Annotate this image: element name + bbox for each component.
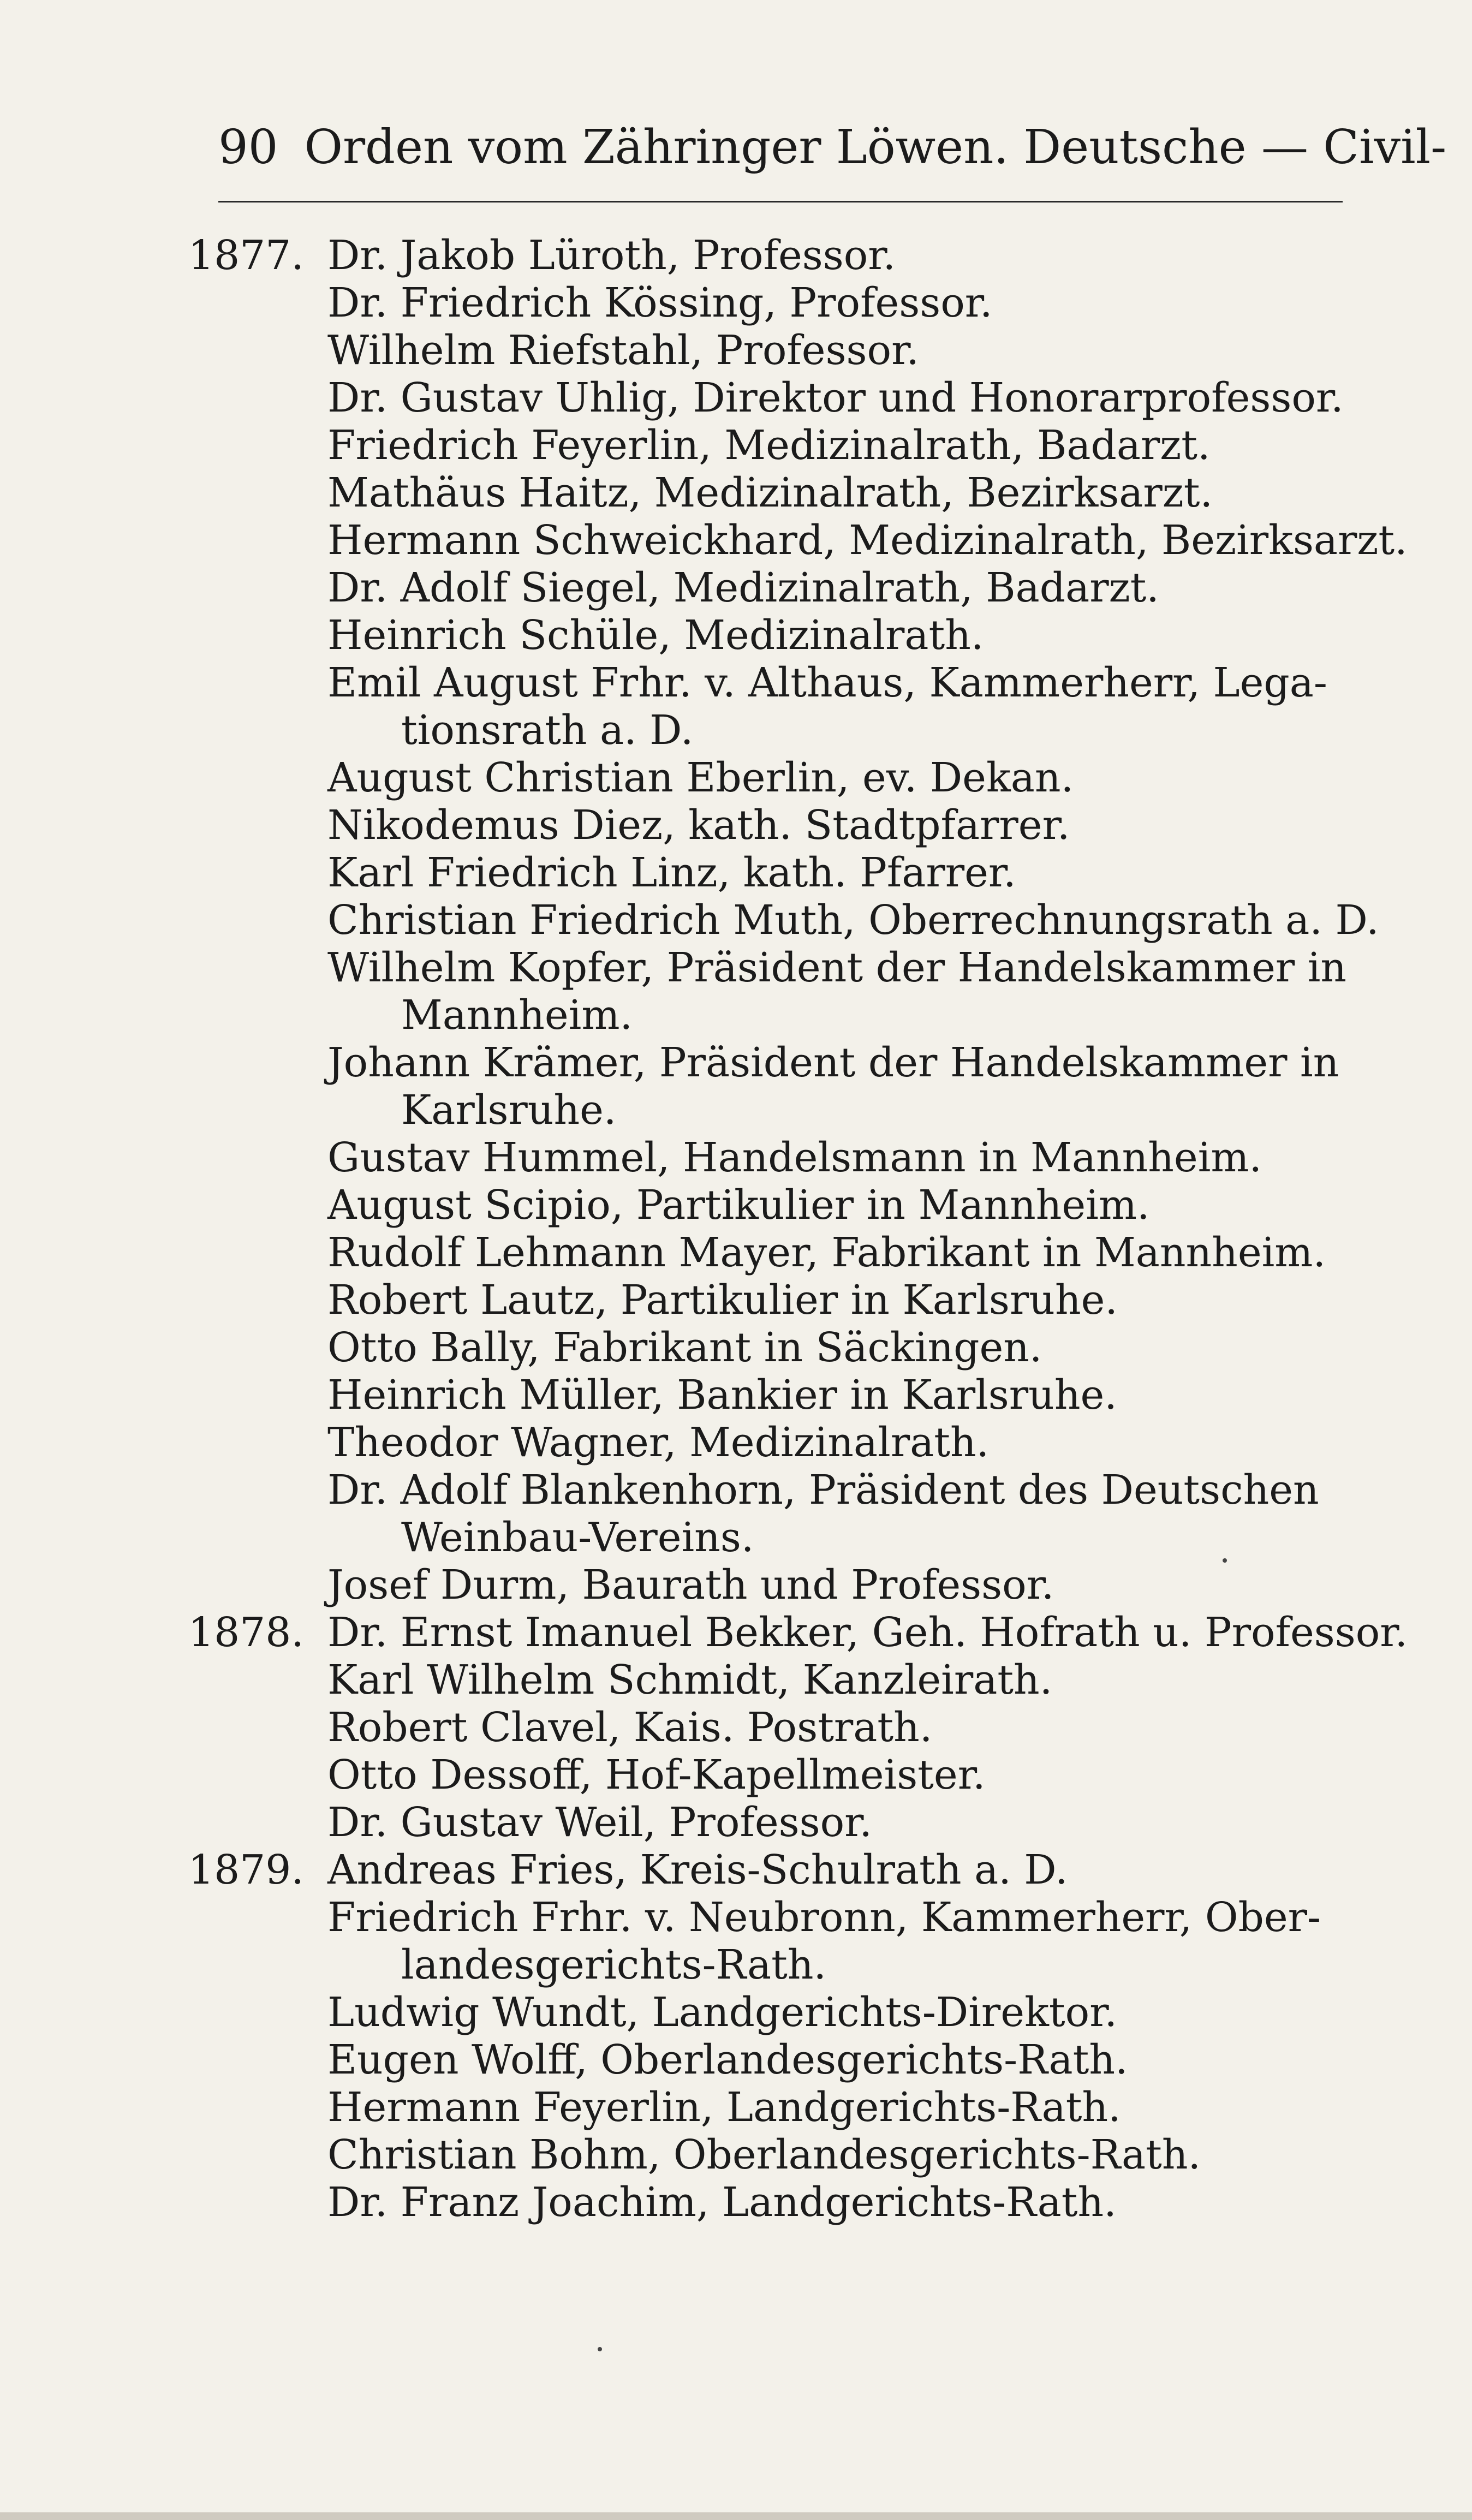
entry-text: Karl Wilhelm Schmidt, Kanzleirath. [327, 1657, 1053, 1703]
entry-text: Josef Durm, Baurath und Professor. [327, 1562, 1054, 1608]
entry-year: 1879. [188, 1846, 304, 1893]
list-entry [0, 2131, 1472, 2179]
list-entry [0, 1277, 1472, 1324]
running-title: Orden vom Zähringer Löwen. Deutsche — Civil- [304, 120, 1447, 175]
entry-text: Gustav Hummel, Handelsmann in Mannheim. [327, 1134, 1262, 1181]
entry-text: Dr. Adolf Blankenhorn, Präsident des Deutschen [327, 1467, 1319, 1514]
entry-text: Dr. Gustav Weil, Professor. [327, 1799, 872, 1846]
honours-list [0, 232, 1472, 2226]
page-number: 90 [218, 120, 278, 175]
entry-continuation: Karlsruhe. [401, 1087, 617, 1134]
entry-continuation: tionsrath a. D. [401, 707, 694, 754]
entry-text: Otto Dessoff, Hof-Kapellmeister. [327, 1752, 986, 1798]
list-entry [0, 517, 1472, 564]
header-rule [218, 201, 1343, 202]
list-entry [0, 469, 1472, 517]
list-entry [0, 1182, 1472, 1229]
list-entry [0, 2036, 1472, 2084]
list-entry [0, 1657, 1472, 1704]
entry-text: Ludwig Wundt, Landgerichts-Direktor. [327, 1989, 1117, 2036]
list-entry [0, 1372, 1472, 1419]
entry-continuation: landesgerichts-Rath. [401, 1941, 827, 1988]
list-entry [0, 1562, 1472, 1609]
list-entry [0, 1799, 1472, 1846]
list-entry [0, 1324, 1472, 1372]
entry-text: Dr. Jakob Lüroth, Professor. [327, 232, 896, 279]
entry-year: 1877. [188, 232, 304, 279]
list-entry [0, 802, 1472, 849]
entry-text: Christian Friedrich Muth, Oberrechnungsrath a. D. [327, 897, 1379, 944]
entry-text: Wilhelm Riefstahl, Professor. [327, 327, 919, 374]
entry-text: Dr. Friedrich Kössing, Professor. [327, 279, 993, 326]
entry-text: Emil August Frhr. v. Althaus, Kammerherr, Lega- [327, 659, 1327, 706]
print-speck [1223, 1558, 1227, 1563]
list-entry [0, 1229, 1472, 1277]
entry-text: Andreas Fries, Kreis-Schulrath a. D. [327, 1846, 1068, 1893]
list-entry [0, 944, 1472, 1039]
entry-text: Heinrich Müller, Bankier in Karlsruhe. [327, 1372, 1117, 1419]
list-entry [0, 849, 1472, 897]
list-entry [0, 422, 1472, 469]
entry-year: 1878. [188, 1609, 304, 1656]
entry-text: Karl Friedrich Linz, kath. Pfarrer. [327, 849, 1016, 896]
entry-text: August Christian Eberlin, ev. Dekan. [327, 754, 1074, 801]
list-entry [0, 659, 1472, 754]
list-entry [0, 1752, 1472, 1799]
entry-text: Rudolf Lehmann Mayer, Fabrikant in Mannheim. [327, 1229, 1326, 1276]
entry-text: Dr. Adolf Siegel, Medizinalrath, Badarzt. [327, 564, 1159, 611]
list-entry [0, 612, 1472, 659]
list-entry [0, 897, 1472, 944]
entry-text: Mathäus Haitz, Medizinalrath, Bezirksarzt. [327, 469, 1213, 516]
list-entry [0, 1134, 1472, 1182]
list-entry [0, 1704, 1472, 1752]
entry-text: August Scipio, Partikulier in Mannheim. [327, 1182, 1150, 1229]
entry-text: Eugen Wolff, Oberlandesgerichts-Rath. [327, 2036, 1128, 2083]
entry-continuation: Weinbau-Vereins. [401, 1514, 754, 1561]
entry-text: Christian Bohm, Oberlandesgerichts-Rath. [327, 2131, 1201, 2178]
list-entry [0, 1609, 1472, 1657]
list-entry [0, 754, 1472, 802]
entry-text: Robert Clavel, Kais. Postrath. [327, 1704, 933, 1751]
page-edge [0, 2512, 1472, 2520]
list-entry [0, 232, 1472, 279]
entry-text: Hermann Feyerlin, Landgerichts-Rath. [327, 2084, 1121, 2131]
entry-text: Nikodemus Diez, kath. Stadtpfarrer. [327, 802, 1070, 849]
list-entry [0, 1419, 1472, 1467]
entry-text: Theodor Wagner, Medizinalrath. [327, 1419, 990, 1466]
list-entry [0, 1894, 1472, 1989]
entry-text: Wilhelm Kopfer, Präsident der Handelskammer in [327, 944, 1347, 991]
print-speck [598, 2347, 602, 2351]
list-entry [0, 374, 1472, 422]
entry-text: Dr. Franz Joachim, Landgerichts-Rath. [327, 2179, 1117, 2226]
list-entry [0, 279, 1472, 327]
list-entry [0, 1039, 1472, 1134]
list-entry [0, 1846, 1472, 1894]
list-entry [0, 2179, 1472, 2226]
entry-text: Otto Bally, Fabrikant in Säckingen. [327, 1324, 1042, 1371]
running-header [218, 117, 1447, 177]
list-entry [0, 1467, 1472, 1562]
entry-text: Dr. Ernst Imanuel Bekker, Geh. Hofrath u. Professor. [327, 1609, 1408, 1656]
list-entry [0, 564, 1472, 612]
entry-text: Dr. Gustav Uhlig, Direktor und Honorarprofessor. [327, 374, 1344, 421]
entry-text: Johann Krämer, Präsident der Handelskammer in [327, 1039, 1339, 1086]
list-entry [0, 327, 1472, 374]
entry-text: Friedrich Frhr. v. Neubronn, Kammerherr, Ober- [327, 1894, 1321, 1941]
entry-text: Robert Lautz, Partikulier in Karlsruhe. [327, 1277, 1118, 1324]
entry-text: Heinrich Schüle, Medizinalrath. [327, 612, 984, 659]
entry-text: Hermann Schweickhard, Medizinalrath, Bezirksarzt. [327, 517, 1408, 564]
entry-text: Friedrich Feyerlin, Medizinalrath, Badarzt. [327, 422, 1211, 469]
entry-continuation: Mannheim. [401, 992, 633, 1039]
list-entry [0, 1989, 1472, 2036]
list-entry [0, 2084, 1472, 2131]
